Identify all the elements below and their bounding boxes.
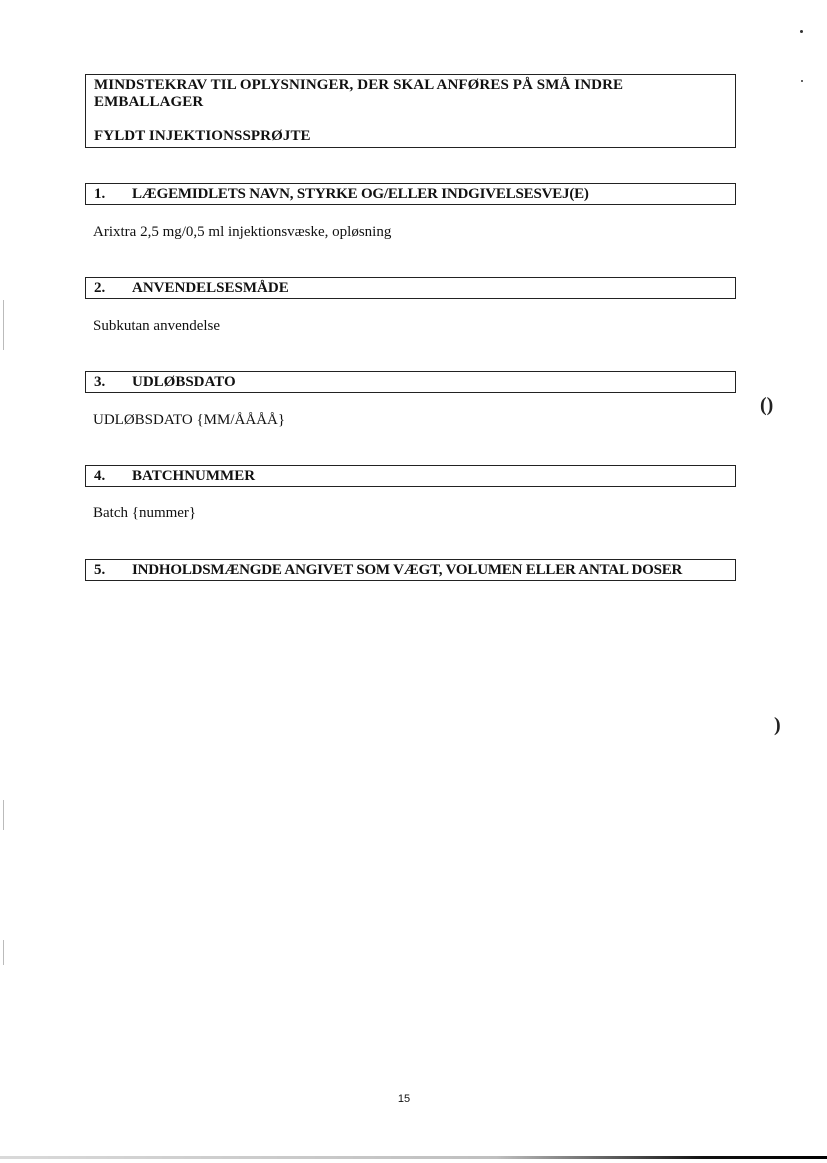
section-1-body: Arixtra 2,5 mg/0,5 ml injektionsvæske, opløsning: [93, 224, 392, 240]
punch-hole-mark: (): [760, 394, 774, 416]
section-4-body: Batch {nummer}: [93, 505, 197, 521]
page-number: 15: [397, 1093, 411, 1105]
section-4-heading: [85, 465, 736, 487]
scan-dot: [800, 30, 803, 33]
document-header-box: [85, 74, 736, 148]
scan-dot: [801, 80, 803, 82]
header-subtitle: FYLDT INJEKTIONSSPRØJTE: [94, 128, 311, 144]
punch-hole-mark: ): [774, 714, 781, 736]
section-title: LÆGEMIDLETS NAVN, STYRKE OG/ELLER INDGIVELSESVEJ(E): [132, 186, 589, 202]
scan-edge-line: [0, 1156, 827, 1159]
section-title: ANVENDELSESMÅDE: [132, 280, 289, 296]
scan-edge-mark: [3, 940, 4, 965]
section-5-heading: [85, 559, 736, 581]
section-3-body: UDLØBSDATO {MM/ÅÅÅÅ}: [93, 412, 286, 428]
section-number: 5.: [94, 562, 106, 578]
header-title-line1: MINDSTEKRAV TIL OPLYSNINGER, DER SKAL ANFØRES PÅ SMÅ INDRE: [94, 77, 624, 93]
scan-edge-mark: [3, 300, 4, 350]
section-title: UDLØBSDATO: [132, 374, 236, 390]
section-number: 1.: [94, 186, 106, 202]
section-number: 4.: [94, 468, 106, 484]
scan-edge-mark: [3, 800, 4, 830]
section-number: 2.: [94, 280, 106, 296]
section-3-heading: [85, 371, 736, 393]
section-title: INDHOLDSMÆNGDE ANGIVET SOM VÆGT, VOLUMEN ELLER ANTAL DOSER: [132, 562, 683, 578]
section-title: BATCHNUMMER: [132, 468, 256, 484]
section-1-heading: [85, 183, 736, 205]
header-title-line2: EMBALLAGER: [94, 94, 204, 110]
section-number: 3.: [94, 374, 106, 390]
section-2-body: Subkutan anvendelse: [93, 318, 221, 334]
section-2-heading: [85, 277, 736, 299]
